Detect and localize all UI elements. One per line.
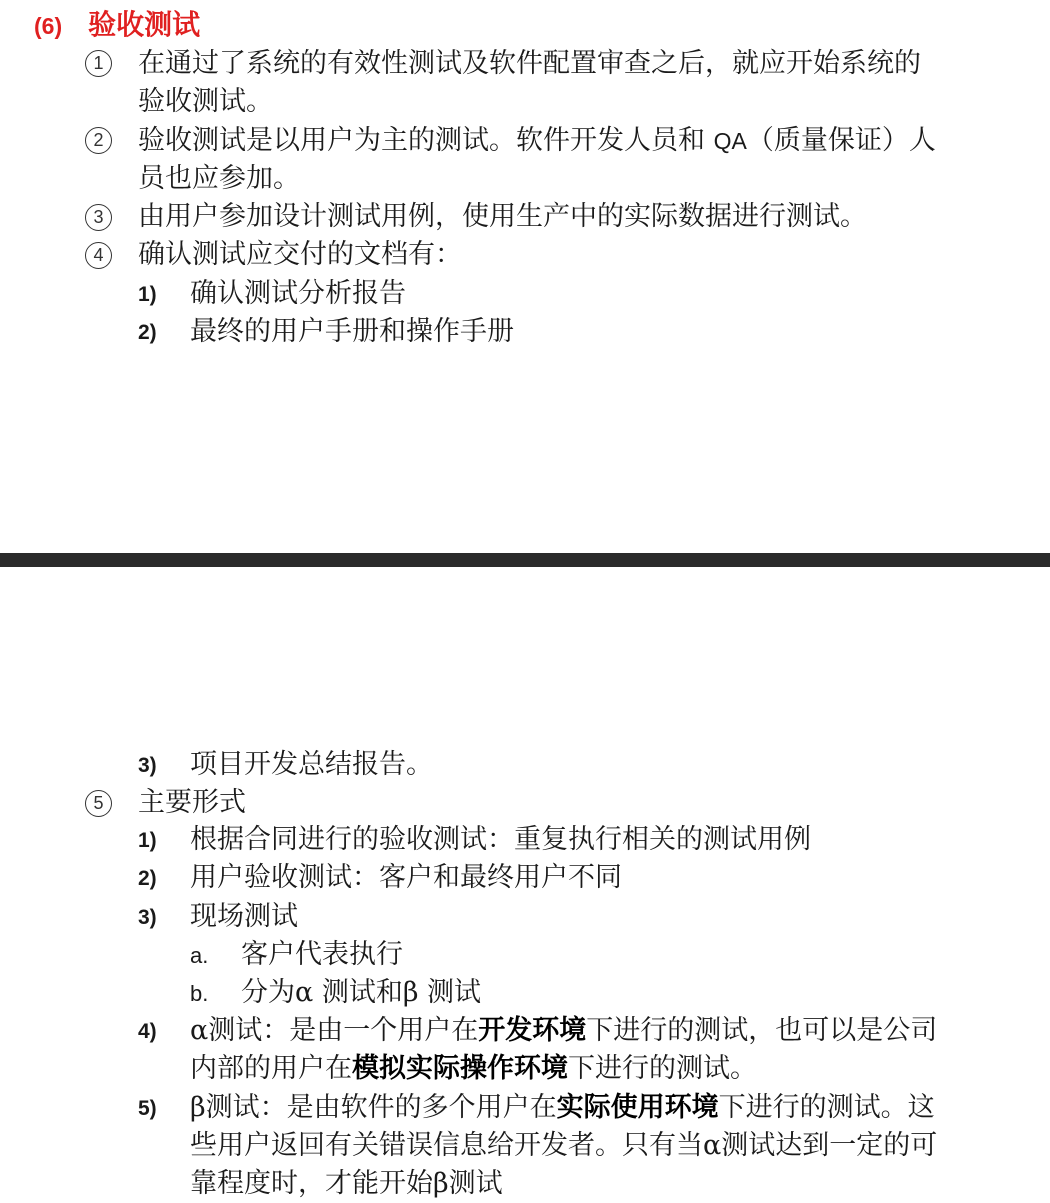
doc-2-text: 最终的用户手册和操作手册 [190, 316, 514, 347]
doc-3-number: 3) [138, 754, 157, 777]
circled-number-2: 2 [85, 127, 112, 154]
section-number: (6) [34, 13, 63, 39]
alpha-bold-2: 模拟实际操作环境 [352, 1053, 568, 1084]
forms-title: 主要形式 [138, 787, 246, 818]
beta-line-2: 些用户返回有关错误信息给开发者。只有当α测试达到一定的可 [190, 1130, 938, 1161]
page-top [0, 0, 1050, 553]
item-2-text-a: 验收测试是以用户为主的测试。软件开发人员和 [138, 125, 714, 156]
alpha-bold-1: 开发环境 [478, 1015, 587, 1046]
form-5-number: 5) [138, 1097, 157, 1120]
item-4-line-1: 确认测试应交付的文档有： [138, 239, 462, 270]
beta-line-1 [190, 1089, 935, 1127]
form-2-number: 2) [138, 867, 157, 890]
page-bottom [0, 567, 1050, 1200]
beta-text-b: 下进行的测试。这 [718, 1092, 935, 1123]
doc-3-text: 项目开发总结报告。 [190, 749, 433, 780]
alpha-text-a: α测试：是由一个用户在 [190, 1015, 479, 1046]
form-1-text: 根据合同进行的验收测试：重复执行相关的测试用例 [190, 824, 811, 855]
item-2-text-b: （质量保证）人 [746, 125, 936, 156]
section-title: 验收测试 [88, 8, 201, 41]
item-2-line-2: 员也应参加。 [138, 163, 300, 194]
item-1-line-2: 验收测试。 [138, 86, 273, 117]
circled-number-4: 4 [85, 242, 112, 269]
beta-bold-1: 实际使用环境 [556, 1092, 719, 1123]
doc-1-number: 1) [138, 283, 157, 306]
alpha-text-b: 下进行的测试，也可以是公司 [586, 1015, 938, 1046]
sub-a-text: 客户代表执行 [241, 939, 403, 970]
form-2-text: 用户验收测试：客户和最终用户不同 [190, 862, 622, 893]
circled-number-1: 1 [85, 50, 112, 77]
form-1-number: 1) [138, 829, 157, 852]
item-1-line-1: 在通过了系统的有效性测试及软件配置审查之后，就应开始系统的 [138, 48, 921, 79]
page-divider [0, 553, 1050, 567]
form-3-number: 3) [138, 906, 157, 929]
sub-b-letter: b. [190, 981, 209, 1006]
section-heading [34, 8, 200, 43]
form-4-number: 4) [138, 1020, 157, 1043]
doc-1-text: 确认测试分析报告 [190, 278, 406, 309]
alpha-text-c: 内部的用户在 [190, 1053, 352, 1084]
alpha-text-d: 下进行的测试。 [568, 1053, 757, 1084]
alpha-line-2 [190, 1050, 757, 1088]
item-3-line-1: 由用户参加设计测试用例，使用生产中的实际数据进行测试。 [138, 201, 867, 232]
item-2-latin: QA [713, 128, 747, 154]
circled-number-5: 5 [85, 790, 112, 817]
sub-a-letter: a. [190, 943, 209, 968]
doc-2-number: 2) [138, 321, 157, 344]
circled-number-3: 3 [85, 204, 112, 231]
beta-text-a: β测试：是由软件的多个用户在 [190, 1092, 557, 1123]
form-3-text: 现场测试 [190, 901, 298, 932]
beta-line-3: 靠程度时，才能开始β测试 [190, 1168, 503, 1199]
sub-b-text: 分为α 测试和β 测试 [241, 977, 482, 1008]
item-2-line-1 [138, 122, 936, 160]
alpha-line-1 [190, 1012, 937, 1050]
